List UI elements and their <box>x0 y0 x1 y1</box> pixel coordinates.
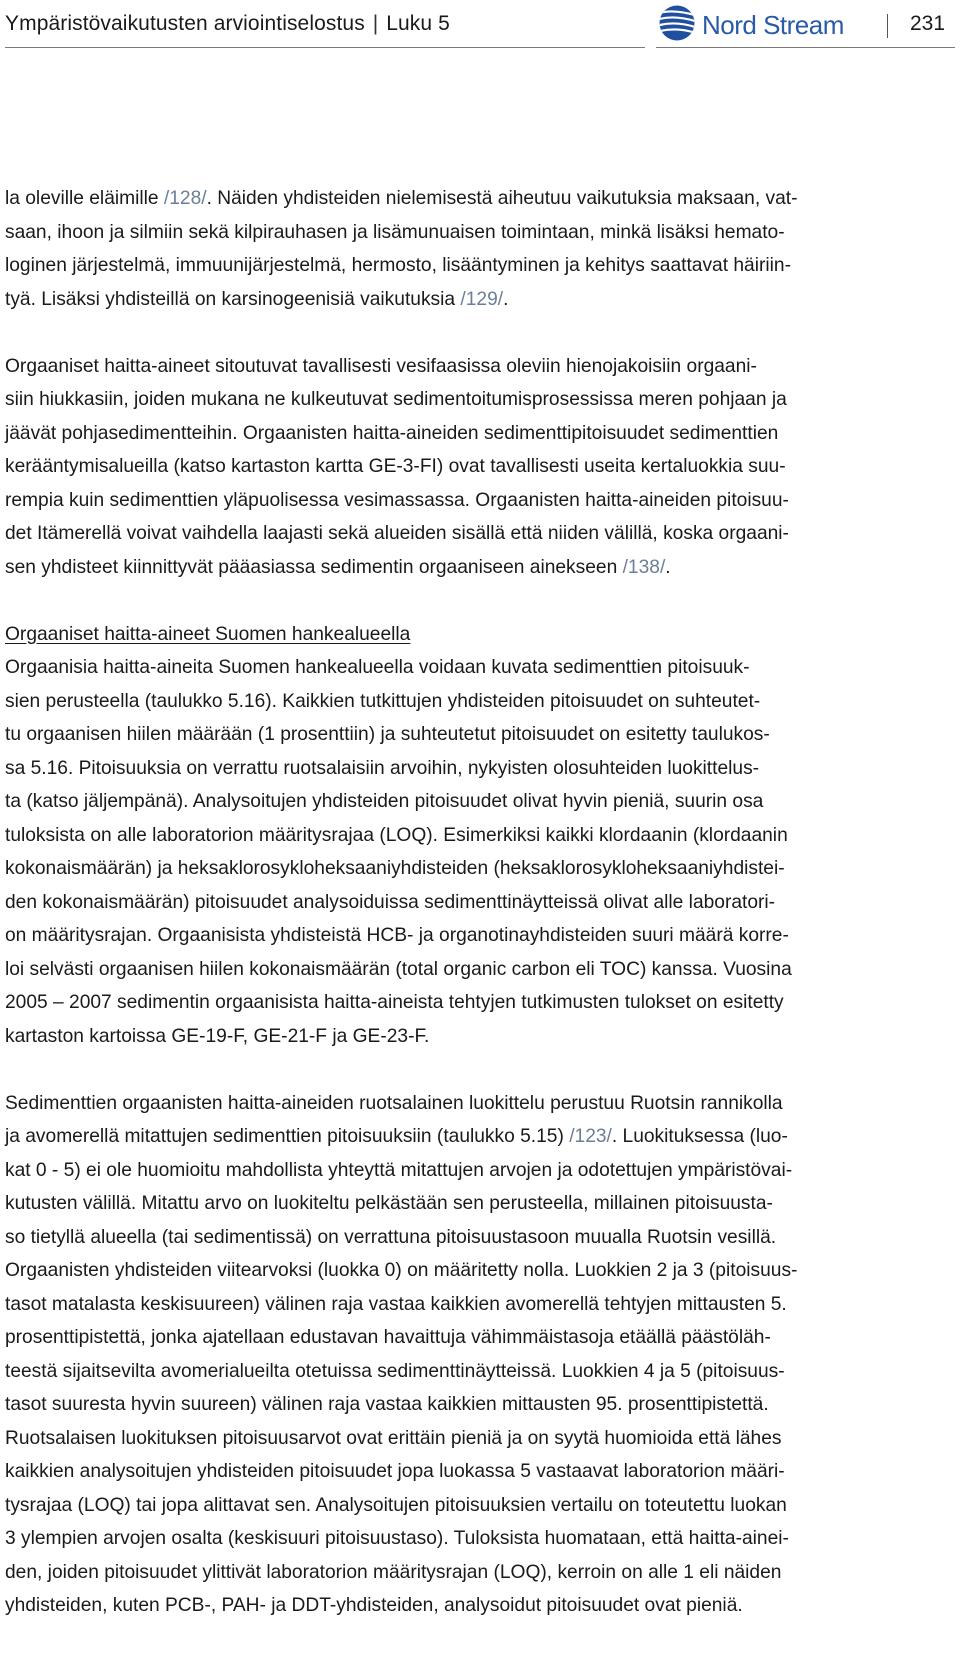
text-run: rempia kuin sedimenttien yläpuolisessa vesimassassa. Orgaanisten haitta-aineiden pitoisuu- <box>5 489 789 511</box>
page-number-divider <box>887 14 888 38</box>
text-run: kutusten välillä. Mitattu arvo on luokiteltu pelkästään sen perusteella, millainen pitoisuusta- <box>5 1193 773 1214</box>
text-line <box>5 986 950 1020</box>
text-run: kaikkien analysoitujen yhdisteiden pitoisuudet jopa luokassa 5 vastaavat laboratorion määri- <box>5 1461 785 1482</box>
text-run: 3 ylempien arvojen osalta (keskisuuri pitoisuustaso). Tuloksista huomataan, että haitta-ainei- <box>5 1528 789 1549</box>
text-run: tyä. Lisäksi yhdisteillä on karsinogeenisiä vaikutuksia <box>5 288 461 310</box>
text-line <box>5 1489 950 1523</box>
text-run: on määritysrajan. Orgaanisista yhdisteistä HCB- ja organotinayhdisteiden suuri määrä korre- <box>5 925 789 946</box>
text-run: den kokonaismäärän) pitoisuudet analysoiduissa sedimenttinäytteissä olivat alle laboratori- <box>5 891 776 913</box>
document-title: Ympäristövaikutusten arviointiselostus <box>5 12 365 35</box>
text-run: loi selvästi orgaanisen hiilen kokonaismäärän (total organic carbon eli TOC) kanssa. Vuosina <box>5 958 792 980</box>
text-line <box>5 1254 950 1288</box>
text-line <box>5 1221 950 1255</box>
text-run: kat 0 - 5) ei ole huomioitu mahdollista yhteyttä mitattujen arvojen ja odotettujen ympäristövai- <box>5 1159 793 1181</box>
header-rule-right <box>656 47 955 48</box>
page-number: 231 <box>910 12 946 35</box>
text-run: kokonaismäärän) ja heksaklorosykloheksaaniyhdisteiden (heksaklorosykloheksaaniyhdistei- <box>5 858 785 879</box>
text-line <box>5 1522 950 1556</box>
text-run: saan, ihoon ja silmiin sekä kilpirauhasen ja lisämunuaisen toimintaan, minkä lisäksi hemato- <box>5 221 785 243</box>
text-run: tasot matalasta keskisuureen) välinen raja vastaa kaikkien avomerellä tehtyjen mittausten 5. <box>5 1293 787 1315</box>
text-line <box>5 1388 950 1422</box>
text-run: Orgaanisten yhdisteiden viitearvoksi (luokka 0) on määritetty nolla. Luokkien 2 ja 3 (pitoisuus- <box>5 1260 798 1281</box>
text-line <box>5 752 950 786</box>
text-line <box>5 551 950 585</box>
text-line <box>5 953 950 987</box>
text-line <box>5 283 950 317</box>
text-run: det Itämerellä voivat vaihdella laajasti sekä alueiden sisällä että niiden välillä, koska orgaani- <box>5 523 789 544</box>
title-separator: | <box>372 12 379 35</box>
text-line <box>5 484 950 518</box>
text-run: tuloksista on alle laboratorion määritysrajaa (LOQ). Esimerkiksi kaikki klordaanin (klordaanin <box>5 824 788 846</box>
text-line <box>5 718 950 752</box>
nord-stream-globe-icon <box>658 4 696 42</box>
text-run: Sedimenttien orgaanisten haitta-aineiden ruotsalainen luokittelu perustuu Ruotsin rannikolla <box>5 1092 783 1114</box>
text-run: 2005 – 2007 sedimentin orgaanisista haitta-aineista tehtyjen tutkimusten tulokset on esitetty <box>5 992 784 1013</box>
text-line <box>5 1120 950 1154</box>
text-line <box>5 1020 950 1054</box>
text-line <box>5 216 950 250</box>
text-run: Ruotsalaisen luokituksen pitoisuusarvot ovat erittäin pieniä ja on syytä huomioida että lähes <box>5 1427 782 1449</box>
text-run: kerääntymisalueilla (katso kartaston kartta GE-3-FI) ovat tavallisesti useita kertaluokkia suu- <box>5 456 786 477</box>
text-run: . Näiden yhdisteiden nielemisestä aiheutuu vaikutuksia maksaan, vat- <box>206 188 798 209</box>
header-rule-left <box>5 47 645 48</box>
text-line <box>5 249 950 283</box>
text-run: ja avomerellä mitattujen sedimenttien pitoisuuksiin (taulukko 5.15) <box>5 1126 570 1147</box>
text-line <box>5 1422 950 1456</box>
text-line <box>5 1321 950 1355</box>
text-run: sien perusteella (taulukko 5.16). Kaikkien tutkittujen yhdisteiden pitoisuudet on suhteutet- <box>5 690 761 712</box>
text-line <box>5 517 950 551</box>
text-run: so tietyllä alueella (tai sedimentissä) on verrattuna pitoisuustasoon muualla Ruotsin vesillä. <box>5 1226 777 1248</box>
text-line <box>5 182 950 216</box>
text-line <box>5 819 950 853</box>
text-run: Orgaaniset haitta-aineet sitoutuvat tavallisesti vesifaasissa oleviin hienojakoisiin orgaani- <box>5 355 757 377</box>
reference-citation: /138/ <box>622 556 666 578</box>
text-run: siin hiukkasiin, joiden mukana ne kulkeutuvat sedimentoitumisprosessissa meren pohjaan ja <box>5 389 787 410</box>
paragraph <box>5 350 950 585</box>
text-line <box>5 1187 950 1221</box>
paragraph <box>5 618 950 1054</box>
text-line <box>5 1556 950 1590</box>
text-line <box>5 1455 950 1489</box>
text-line <box>5 1589 950 1623</box>
reference-citation: /123/ <box>569 1126 612 1147</box>
text-run: la oleville eläimille <box>5 188 164 209</box>
reference-citation: /129/ <box>460 288 504 310</box>
text-run: Orgaanisia haitta-aineita Suomen hankealueella voidaan kuvata sedimenttien pitoisuuk- <box>5 657 750 678</box>
text-run: . Luokituksessa (luo- <box>611 1126 788 1147</box>
running-title <box>5 12 450 36</box>
text-run: . <box>665 556 671 578</box>
text-line <box>5 886 950 920</box>
paragraph <box>5 1087 950 1623</box>
text-line <box>5 1355 950 1389</box>
text-line <box>5 651 950 685</box>
text-run: tysrajaa (LOQ) tai jopa alittavat sen. Analysoitujen pitoisuuksien vertailu on toteutettu luokan <box>5 1494 787 1516</box>
text-run: ta (katso jäljempänä). Analysoitujen yhdisteiden pitoisuudet olivat hyvin pieniä, suurin osa <box>5 791 764 812</box>
text-run: jäävät pohjasedimentteihin. Orgaanisten haitta-aineiden sedimenttipitoisuudet sedimenttien <box>5 422 779 444</box>
text-line <box>5 383 950 417</box>
text-run: yhdisteiden, kuten PCB-, PAH- ja DDT-yhdisteiden, analysoidut pitoisuudet ovat pieniä. <box>5 1595 743 1616</box>
text-run: kartaston kartoissa GE-19-F, GE-21-F ja GE-23-F. <box>5 1025 430 1047</box>
text-run: sen yhdisteet kiinnittyvät pääasiassa sedimentin orgaaniseen ainekseen <box>5 556 623 578</box>
text-line <box>5 1154 950 1188</box>
section-subheading: Orgaaniset haitta-aineet Suomen hankealueella <box>5 623 411 645</box>
text-line <box>5 685 950 719</box>
body-text <box>5 182 950 1623</box>
text-line <box>5 919 950 953</box>
chapter-label: Luku 5 <box>386 12 450 35</box>
text-line <box>5 350 950 384</box>
logo-wordmark: Nord Stream <box>702 10 844 40</box>
text-line <box>5 417 950 451</box>
text-run: tasot suuresta hyvin suureen) välinen raja vastaa kaikkien mittausten 95. prosenttipistettä. <box>5 1394 769 1415</box>
text-run: den, joiden pitoisuudet ylittivät laboratorion määritysrajan (LOQ), kerroin on alle 1 eli näiden <box>5 1561 782 1583</box>
text-line <box>5 1288 950 1322</box>
page-header <box>0 0 960 60</box>
text-line <box>5 450 950 484</box>
nord-stream-logo <box>658 4 858 44</box>
text-run: prosenttipistettä, jonka ajatellaan edustavan havaittuja vähimmäistasoja etäällä päästöläh- <box>5 1327 771 1348</box>
text-run: loginen järjestelmä, immuunijärjestelmä, hermosto, lisääntyminen ja kehitys saattavat häiriin- <box>5 255 791 276</box>
text-run: teestä sijaitsevilta avomerialueilta otetuissa sedimenttinäytteissä. Luokkien 4 ja 5 (pitoisuus- <box>5 1360 785 1382</box>
paragraph <box>5 182 950 316</box>
text-run: . <box>503 288 509 310</box>
text-run: tu orgaanisen hiilen määrään (1 prosenttiin) ja suhteutetut pitoisuudet on esitetty taulukos- <box>5 724 770 745</box>
reference-citation: /128/ <box>163 188 207 209</box>
text-line <box>5 852 950 886</box>
text-run: sa 5.16. Pitoisuuksia on verrattu ruotsalaisiin arvoihin, nykyisten olosuhteiden luokittelus- <box>5 757 760 779</box>
text-line <box>5 785 950 819</box>
text-line <box>5 1087 950 1121</box>
